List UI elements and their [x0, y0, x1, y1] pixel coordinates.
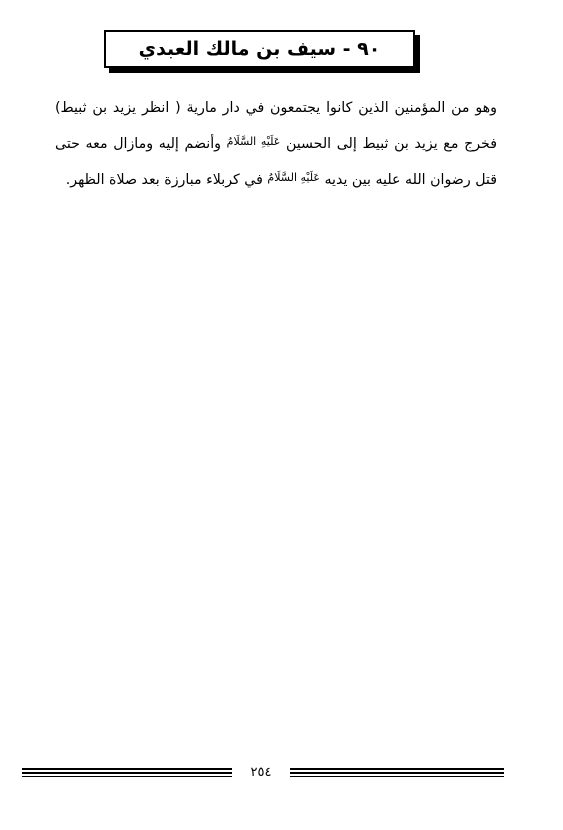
- body-text-part-1: وهو من المؤمنين الذين كانوا يجتمعون في دار مارية ( انظر يزيد بن ثبيط) فخرج مع يزيد بن ثبيط إلى الحسين: [55, 100, 497, 152]
- chapter-title: ٩٠ - سيف بن مالك العبدي: [138, 37, 381, 60]
- body-text-part-2: وأنضم إليه ومازال معه حتى قتل رضوان الله عليه بين يديه: [55, 136, 497, 188]
- footer-rule-left: [22, 768, 232, 778]
- chapter-title-box: [104, 30, 415, 68]
- body-text-part-3: في كربلاء مبارزة بعد صلاة الظهر.: [65, 172, 263, 188]
- honorific-1: عَلَيْهِ السَّلَامُ: [226, 135, 281, 148]
- body-paragraph: [55, 92, 497, 197]
- footer-rule-right: [290, 768, 504, 778]
- honorific-2: عَلَيْهِ السَّلَامُ: [267, 171, 320, 184]
- page-number: ٢٥٤: [250, 765, 272, 780]
- page-footer: [22, 763, 504, 783]
